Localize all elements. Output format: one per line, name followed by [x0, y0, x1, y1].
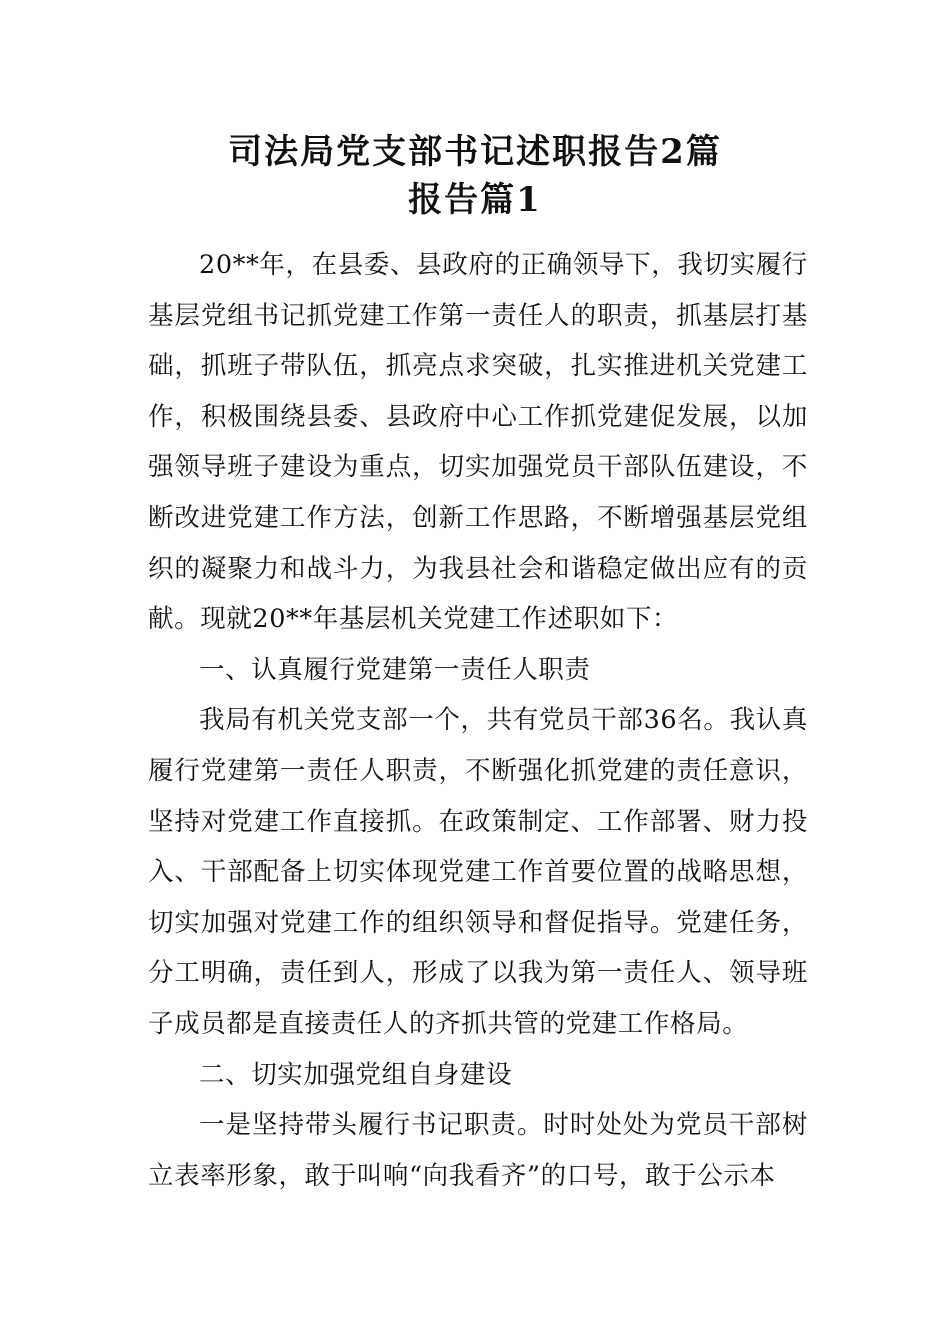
document-title: 司法局党支部书记述职报告2篇 — [228, 132, 722, 172]
document-body — [148, 240, 808, 1201]
section-heading-2: 二、切实加强党组自身建设 — [199, 1059, 513, 1090]
document-subtitle: 报告篇1 — [408, 180, 542, 220]
paragraph-intro: 20**年，在县委、县政府的正确领导下，我切实履行基层党组书记抓党建工作第一责任人的职责，抓基层打基础，抓班子带队伍，抓亮点求突破，扎实推进机关党建工作，积极围绕县委、县政府中心工作抓党建促发展，以加强领导班子建设为重点，切实加强党员干部队伍建设，不断改进党建工作方法，创新工作思路，不断增强基层党组织的凝聚力和战斗力，为我县社会和谐稳定做出应有的贡献。现就20**年基层机关党建工作述职如下： — [148, 250, 808, 635]
section-heading-1: 一、认真履行党建第一责任人职责 — [199, 654, 591, 685]
paragraph-section-1: 我局有机关党支部一个，共有党员干部36名。我认真履行党建第一责任人职责，不断强化抓党建的责任意识，坚持对党建工作直接抓。在政策制定、工作部署、财力投入、干部配备上切实体现党建工作首要位置的战略思想，切实加强对党建工作的组织领导和督促指导。党建任务，分工明确，责任到人，形成了以我为第一责任人、领导班子成员都是直接责任人的齐抓共管的党建工作格局。 — [148, 705, 808, 1039]
paragraph-section-2: 一是坚持带头履行书记职责。时时处处为党员干部树立表率形象，敢于叫响“向我看齐”的口号，敢于公示本 — [148, 1110, 808, 1191]
